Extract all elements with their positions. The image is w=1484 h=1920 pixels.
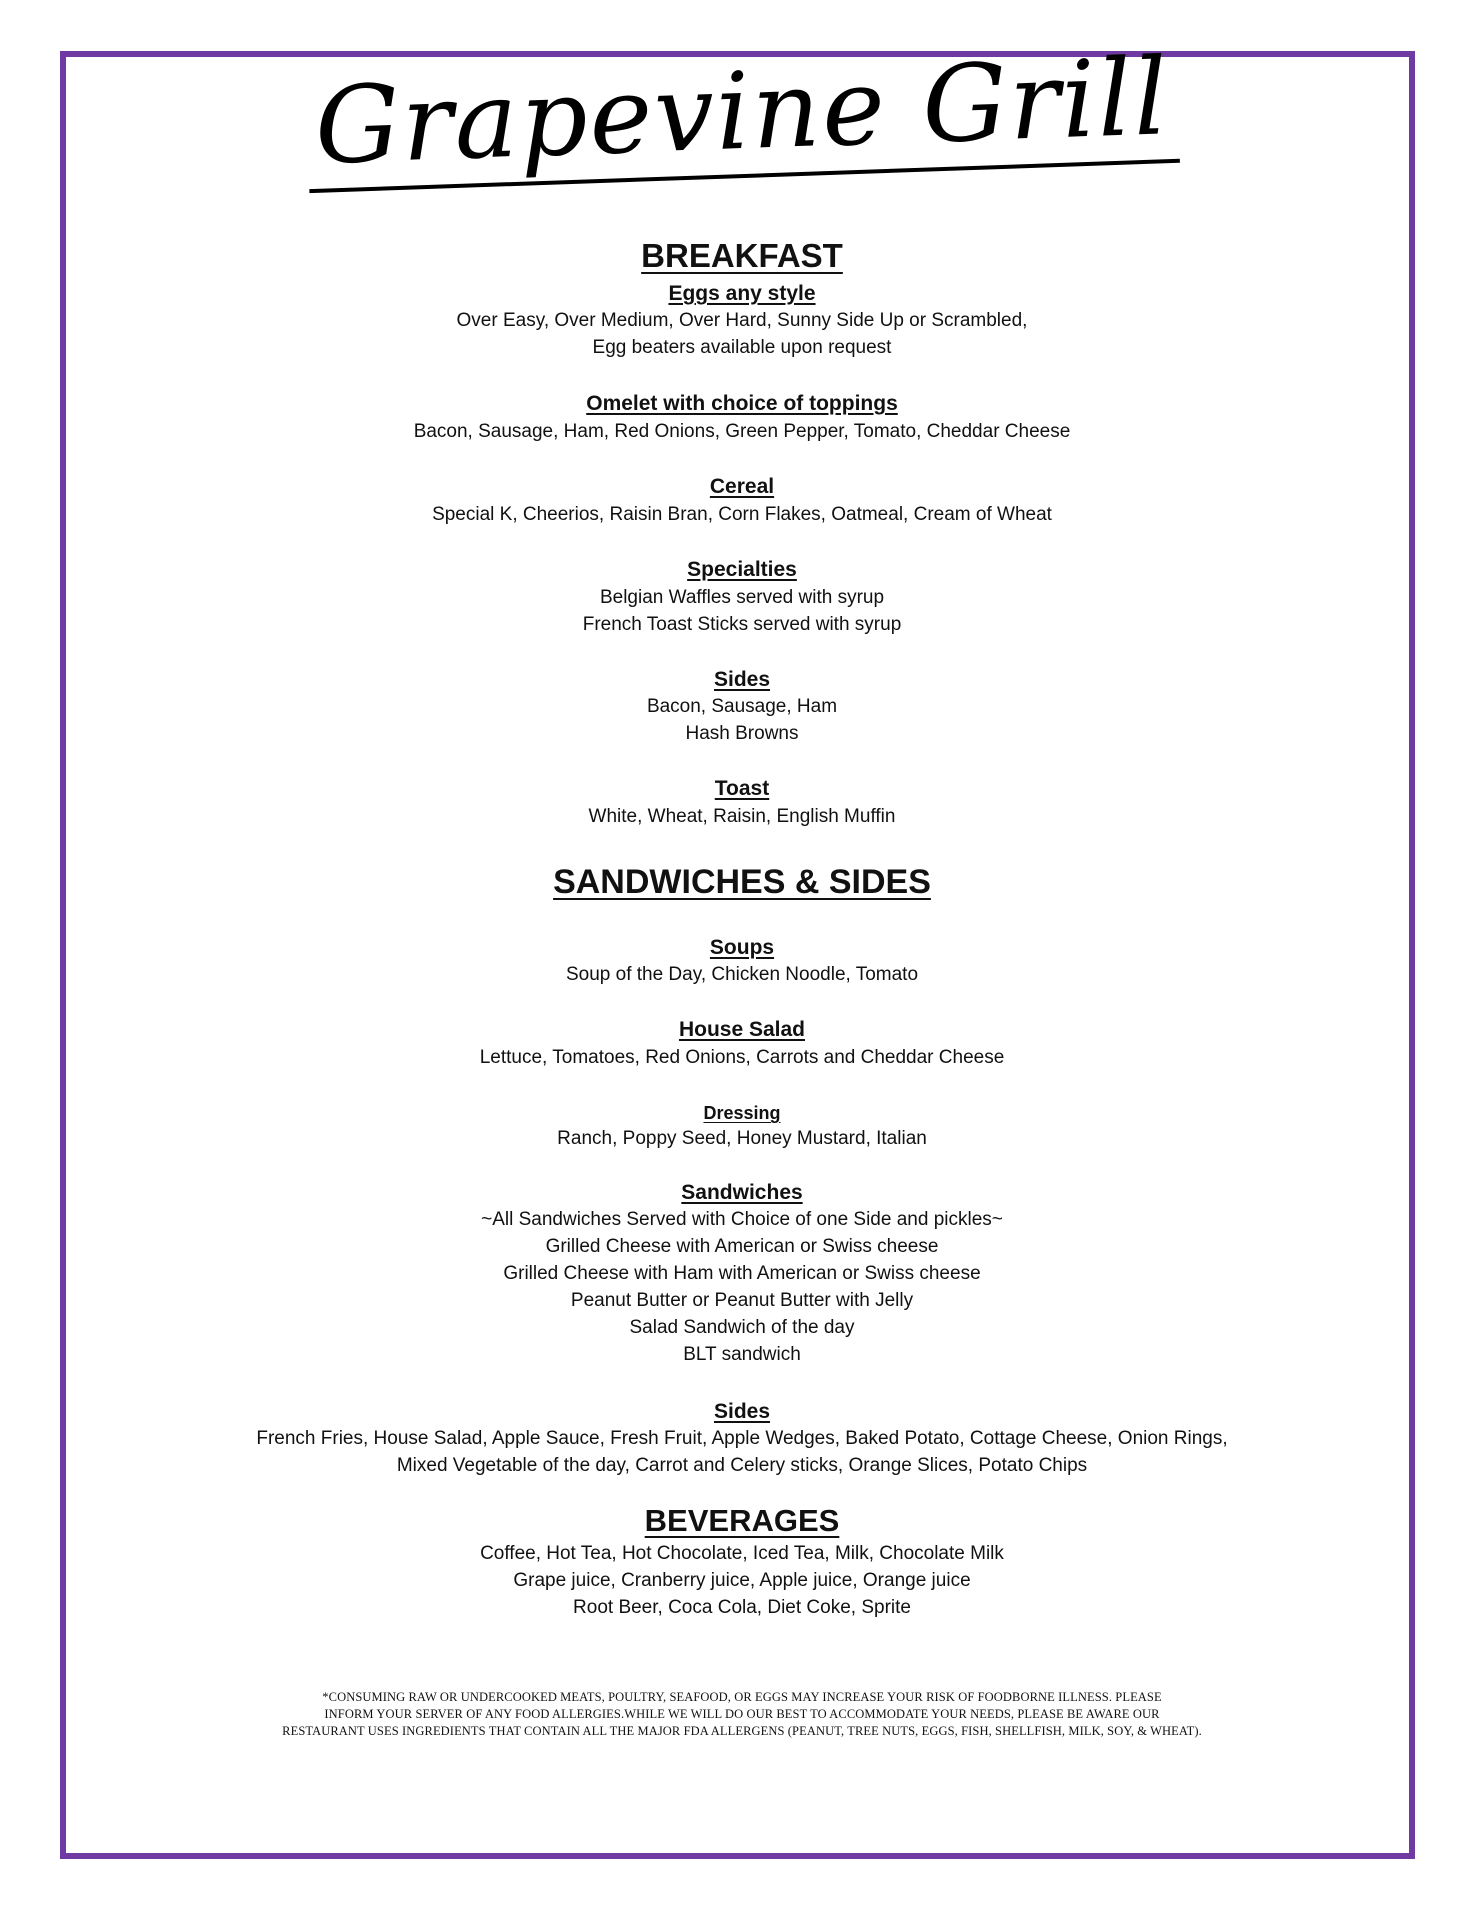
- disclaimer-line: INFORM YOUR SERVER OF ANY FOOD ALLERGIES.WHILE WE WILL DO OUR BEST TO ACCOMMODATE YOUR NEEDS, PLEASE BE AWARE OUR: [324, 1707, 1160, 1721]
- breakfast-heading: BREAKFAST: [641, 237, 843, 274]
- house-salad-description: [0, 1044, 1484, 1071]
- lunch-sides-line: French Fries, House Salad, Apple Sauce, Fresh Fruit, Apple Wedges, Baked Potato, Cottage Cheese, Onion Rings,: [256, 1428, 1228, 1449]
- cereal-description: [0, 501, 1484, 528]
- beverages-line: Coffee, Hot Tea, Hot Chocolate, Iced Tea, Milk, Chocolate Milk: [480, 1543, 1004, 1564]
- allergy-disclaimer: [0, 1689, 1484, 1740]
- breakfast-sides-heading: Sides: [713, 668, 771, 691]
- soups-description: [0, 961, 1484, 988]
- disclaimer-line: RESTAURANT USES INGREDIENTS THAT CONTAIN ALL THE MAJOR FDA ALLERGENS (PEANUT, TREE NUTS, EGGS, FISH, SHELLFISH, MILK, SOY, & WHEAT).: [282, 1724, 1202, 1738]
- restaurant-logo: [0, 35, 1484, 188]
- sandwich-line: Peanut Butter or Peanut Butter with Jelly: [570, 1290, 914, 1311]
- sandwich-line: Grilled Cheese with Ham with American or Swiss cheese: [503, 1263, 981, 1284]
- eggs-description: [0, 307, 1484, 361]
- breakfast-sides-line: Bacon, Sausage, Ham: [646, 696, 838, 717]
- cereal-line: Special K, Cheerios, Raisin Bran, Corn Flakes, Oatmeal, Cream of Wheat: [432, 504, 1052, 525]
- specialties-description: [0, 584, 1484, 638]
- omelet-line: Bacon, Sausage, Ham, Red Onions, Green Pepper, Tomato, Cheddar Cheese: [413, 421, 1071, 442]
- sandwiches-description: [0, 1206, 1484, 1368]
- house-salad-line: Lettuce, Tomatoes, Red Onions, Carrots and Cheddar Cheese: [479, 1047, 1005, 1068]
- disclaimer-line: *CONSUMING RAW OR UNDERCOOKED MEATS, POULTRY, SEAFOOD, OR EGGS MAY INCREASE YOUR RISK OF FOODBORNE ILLNESS. PLEASE: [322, 1690, 1162, 1704]
- breakfast-sides-description: [0, 693, 1484, 747]
- lunch-sides-description: [0, 1425, 1484, 1479]
- soups-line: Soup of the Day, Chicken Noodle, Tomato: [565, 964, 919, 985]
- omelet-description: [0, 418, 1484, 445]
- lunch-sides-line: Mixed Vegetable of the day, Carrot and Celery sticks, Orange Slices, Potato Chips: [396, 1455, 1088, 1476]
- eggs-line: Over Easy, Over Medium, Over Hard, Sunny Side Up or Scrambled,: [456, 310, 1028, 331]
- cereal-heading: Cereal: [709, 475, 775, 498]
- soups-heading: Soups: [709, 936, 775, 959]
- eggs-line: Egg beaters available upon request: [592, 337, 892, 358]
- beverages-heading: BEVERAGES: [644, 1503, 840, 1538]
- sandwiches-heading: SANDWICHES & SIDES: [553, 863, 931, 901]
- breakfast-sides-line: Hash Browns: [685, 723, 799, 744]
- toast-heading: Toast: [714, 777, 770, 800]
- lunch-sides-heading: Sides: [713, 1400, 771, 1423]
- dressing-description: [0, 1125, 1484, 1152]
- specialties-heading: Specialties: [687, 558, 797, 581]
- sandwich-line: Salad Sandwich of the day: [629, 1317, 855, 1338]
- toast-line: White, Wheat, Raisin, English Muffin: [588, 806, 896, 827]
- beverages-line: Grape juice, Cranberry juice, Apple juice, Orange juice: [513, 1570, 971, 1591]
- toast-description: [0, 803, 1484, 830]
- specialties-line: Belgian Waffles served with syrup: [599, 587, 885, 608]
- eggs-heading: Eggs any style: [668, 282, 816, 305]
- sandwiches-subheading: Sandwiches: [681, 1181, 803, 1204]
- beverages-description: [0, 1540, 1484, 1621]
- beverages-line: Root Beer, Coca Cola, Diet Coke, Sprite: [573, 1597, 911, 1618]
- sandwich-line: Grilled Cheese with American or Swiss cheese: [545, 1236, 939, 1257]
- dressing-line: Ranch, Poppy Seed, Honey Mustard, Italian: [557, 1128, 927, 1149]
- omelet-heading: Omelet with choice of toppings: [586, 392, 898, 415]
- dressing-heading: Dressing: [703, 1103, 781, 1123]
- house-salad-heading: House Salad: [678, 1018, 806, 1041]
- specialties-line: French Toast Sticks served with syrup: [582, 614, 902, 635]
- restaurant-name: Grapevine Grill: [305, 37, 1180, 193]
- sandwich-line: BLT sandwich: [683, 1344, 801, 1365]
- sandwich-line: ~All Sandwiches Served with Choice of one Side and pickles~: [481, 1209, 1003, 1230]
